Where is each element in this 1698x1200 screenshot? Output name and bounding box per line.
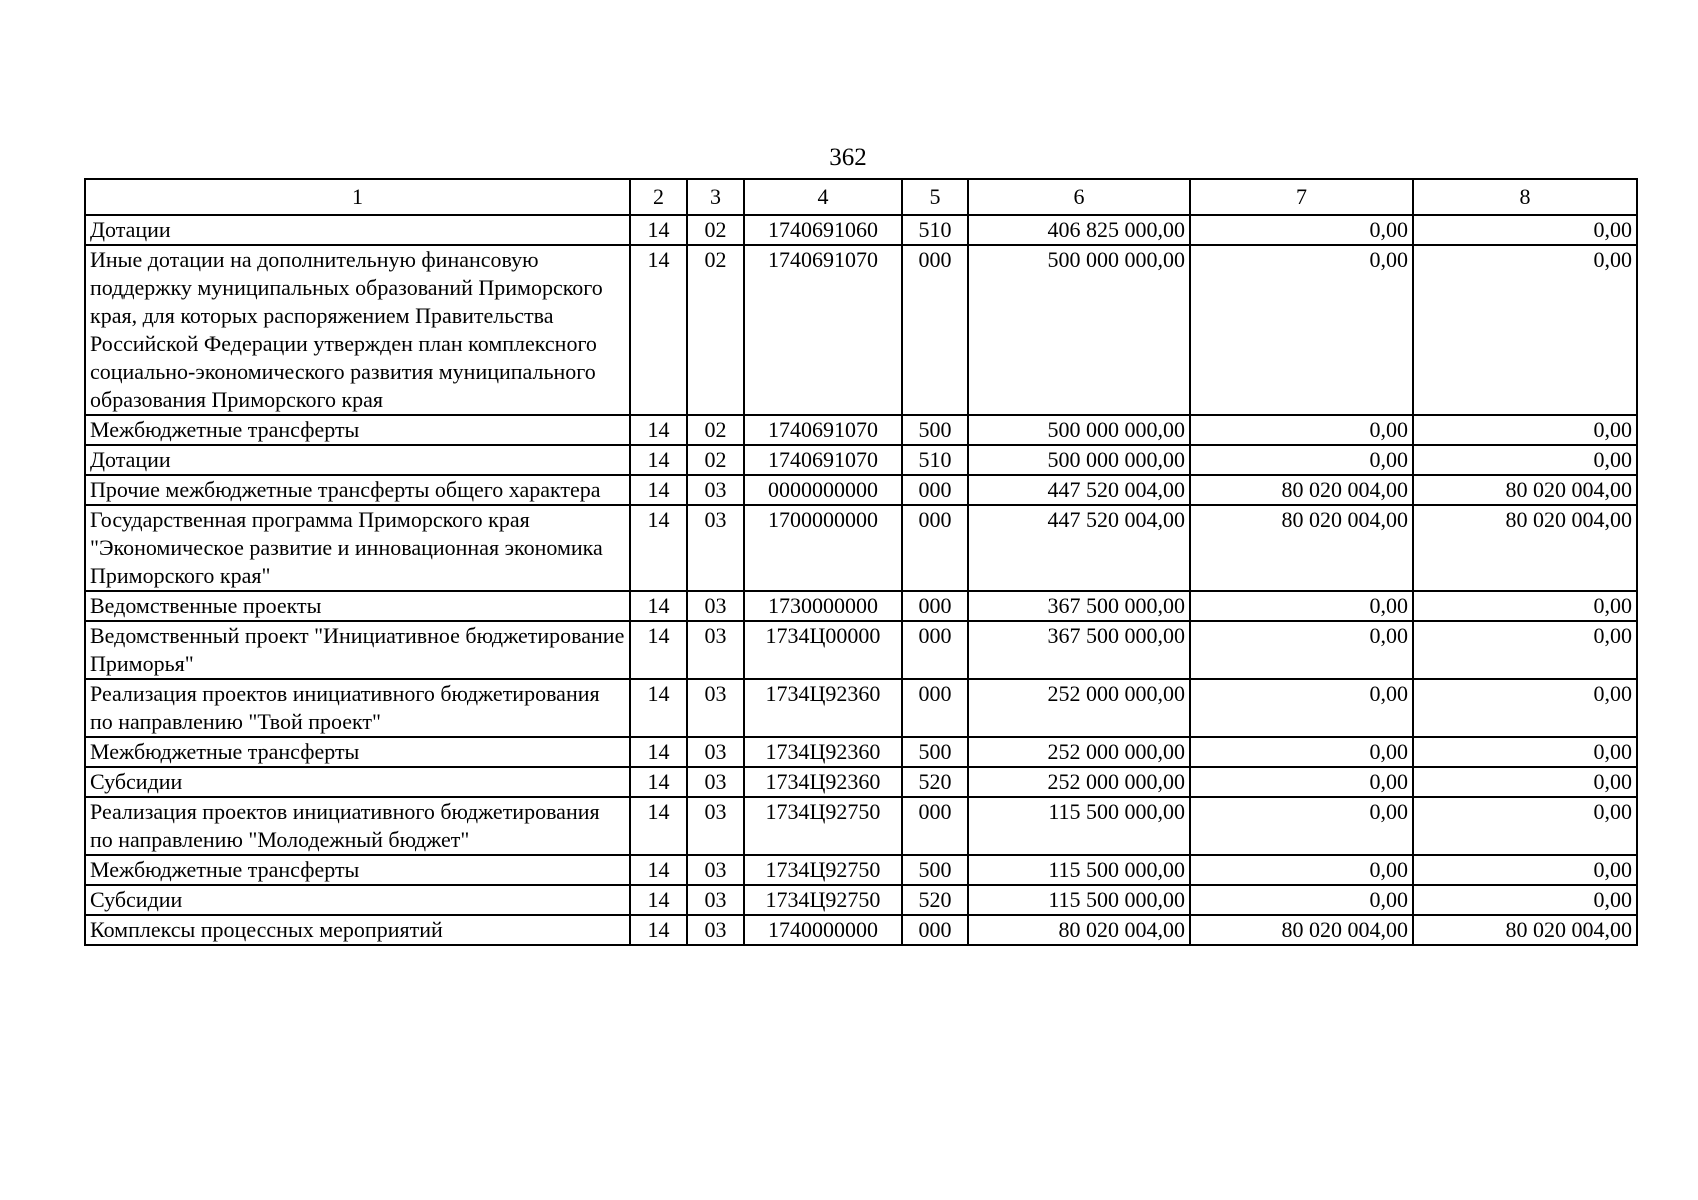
row-target-article-code: 1734Ц92750: [744, 797, 902, 855]
row-target-article-code: 1730000000: [744, 591, 902, 621]
header-col-1: 1: [85, 179, 630, 215]
header-col-7: 7: [1190, 179, 1413, 215]
row-amount-col8: 0,00: [1413, 855, 1637, 885]
row-amount-col8: 0,00: [1413, 591, 1637, 621]
row-amount-col7: 80 020 004,00: [1190, 475, 1413, 505]
row-name: Межбюджетные трансферты: [85, 855, 630, 885]
row-amount-col6: 80 020 004,00: [968, 915, 1190, 945]
row-expense-type-code: 000: [902, 245, 968, 415]
row-name: Межбюджетные трансферты: [85, 415, 630, 445]
row-name: Дотации: [85, 445, 630, 475]
row-section-code: 14: [630, 885, 687, 915]
row-name: Ведомственный проект "Инициативное бюджетирование Приморья": [85, 621, 630, 679]
table-row: [85, 245, 1637, 415]
row-amount-col7: 0,00: [1190, 415, 1413, 445]
row-target-article-code: 1734Ц92360: [744, 737, 902, 767]
table-row: [85, 415, 1637, 445]
row-name: Дотации: [85, 215, 630, 245]
row-expense-type-code: 000: [902, 591, 968, 621]
row-amount-col6: 447 520 004,00: [968, 505, 1190, 591]
row-name: Комплексы процессных мероприятий: [85, 915, 630, 945]
row-amount-col7: 0,00: [1190, 591, 1413, 621]
row-section-code: 14: [630, 445, 687, 475]
row-expense-type-code: 000: [902, 679, 968, 737]
row-amount-col7: 0,00: [1190, 767, 1413, 797]
row-subsection-code: 03: [687, 591, 744, 621]
row-amount-col8: 0,00: [1413, 415, 1637, 445]
row-amount-col6: 500 000 000,00: [968, 245, 1190, 415]
row-section-code: 14: [630, 215, 687, 245]
row-name: Ведомственные проекты: [85, 591, 630, 621]
table-row: [85, 505, 1637, 591]
table-row: [85, 767, 1637, 797]
table-row: [85, 885, 1637, 915]
row-section-code: 14: [630, 415, 687, 445]
row-amount-col6: 500 000 000,00: [968, 445, 1190, 475]
row-subsection-code: 03: [687, 621, 744, 679]
table-row: [85, 445, 1637, 475]
table-row: [85, 797, 1637, 855]
row-amount-col8: 80 020 004,00: [1413, 915, 1637, 945]
row-amount-col6: 367 500 000,00: [968, 621, 1190, 679]
row-subsection-code: 03: [687, 679, 744, 737]
row-amount-col7: 0,00: [1190, 621, 1413, 679]
row-target-article-code: 1740691060: [744, 215, 902, 245]
row-target-article-code: 1740691070: [744, 415, 902, 445]
row-amount-col8: 0,00: [1413, 679, 1637, 737]
row-target-article-code: 0000000000: [744, 475, 902, 505]
row-amount-col8: 0,00: [1413, 797, 1637, 855]
row-expense-type-code: 500: [902, 415, 968, 445]
row-amount-col7: 0,00: [1190, 885, 1413, 915]
row-amount-col8: 0,00: [1413, 737, 1637, 767]
row-section-code: 14: [630, 855, 687, 885]
row-amount-col7: 0,00: [1190, 679, 1413, 737]
row-target-article-code: 1734Ц92360: [744, 679, 902, 737]
row-amount-col6: 500 000 000,00: [968, 415, 1190, 445]
table-row: [85, 737, 1637, 767]
row-name: Прочие межбюджетные трансферты общего характера: [85, 475, 630, 505]
row-name: Реализация проектов инициативного бюджетирования по направлению "Твой проект": [85, 679, 630, 737]
row-amount-col6: 367 500 000,00: [968, 591, 1190, 621]
row-expense-type-code: 510: [902, 445, 968, 475]
row-amount-col8: 0,00: [1413, 621, 1637, 679]
row-amount-col6: 252 000 000,00: [968, 767, 1190, 797]
row-expense-type-code: 500: [902, 855, 968, 885]
table-row: [85, 475, 1637, 505]
table-row: [85, 215, 1637, 245]
row-subsection-code: 03: [687, 915, 744, 945]
page-number-text: 362: [829, 144, 867, 171]
row-amount-col6: 115 500 000,00: [968, 885, 1190, 915]
row-amount-col7: 0,00: [1190, 245, 1413, 415]
table-row: [85, 591, 1637, 621]
header-col-5: 5: [902, 179, 968, 215]
row-amount-col8: 0,00: [1413, 445, 1637, 475]
row-target-article-code: 1700000000: [744, 505, 902, 591]
row-subsection-code: 03: [687, 505, 744, 591]
row-section-code: 14: [630, 737, 687, 767]
row-name: Субсидии: [85, 767, 630, 797]
row-section-code: 14: [630, 245, 687, 415]
row-subsection-code: 02: [687, 245, 744, 415]
row-amount-col6: 252 000 000,00: [968, 679, 1190, 737]
row-expense-type-code: 510: [902, 215, 968, 245]
row-subsection-code: 03: [687, 737, 744, 767]
row-expense-type-code: 000: [902, 505, 968, 591]
row-amount-col8: 0,00: [1413, 245, 1637, 415]
row-expense-type-code: 520: [902, 885, 968, 915]
row-target-article-code: 1734Ц00000: [744, 621, 902, 679]
header-col-8: 8: [1413, 179, 1637, 215]
table-row: [85, 855, 1637, 885]
budget-table: [84, 178, 1638, 946]
row-amount-col7: 80 020 004,00: [1190, 505, 1413, 591]
row-target-article-code: 1740691070: [744, 445, 902, 475]
row-subsection-code: 02: [687, 215, 744, 245]
row-amount-col7: 0,00: [1190, 737, 1413, 767]
table-row: [85, 915, 1637, 945]
row-amount-col6: 115 500 000,00: [968, 797, 1190, 855]
row-section-code: 14: [630, 621, 687, 679]
row-amount-col6: 447 520 004,00: [968, 475, 1190, 505]
row-name: Государственная программа Приморского края "Экономическое развитие и инновационная экономика Приморского края": [85, 505, 630, 591]
row-amount-col6: 115 500 000,00: [968, 855, 1190, 885]
row-section-code: 14: [630, 505, 687, 591]
row-amount-col6: 406 825 000,00: [968, 215, 1190, 245]
row-subsection-code: 02: [687, 415, 744, 445]
row-target-article-code: 1740691070: [744, 245, 902, 415]
row-expense-type-code: 000: [902, 621, 968, 679]
row-target-article-code: 1740000000: [744, 915, 902, 945]
row-section-code: 14: [630, 679, 687, 737]
row-amount-col7: 0,00: [1190, 215, 1413, 245]
row-subsection-code: 03: [687, 797, 744, 855]
row-section-code: 14: [630, 797, 687, 855]
header-col-3: 3: [687, 179, 744, 215]
row-subsection-code: 03: [687, 475, 744, 505]
row-amount-col7: 0,00: [1190, 855, 1413, 885]
header-col-4: 4: [744, 179, 902, 215]
page-number: [0, 143, 1698, 173]
row-subsection-code: 03: [687, 885, 744, 915]
row-target-article-code: 1734Ц92750: [744, 885, 902, 915]
row-amount-col8: 80 020 004,00: [1413, 475, 1637, 505]
table-row: [85, 679, 1637, 737]
row-expense-type-code: 500: [902, 737, 968, 767]
table-body: [85, 215, 1637, 945]
row-amount-col8: 0,00: [1413, 215, 1637, 245]
row-subsection-code: 03: [687, 855, 744, 885]
row-amount-col7: 80 020 004,00: [1190, 915, 1413, 945]
row-subsection-code: 02: [687, 445, 744, 475]
header-col-6: 6: [968, 179, 1190, 215]
row-target-article-code: 1734Ц92360: [744, 767, 902, 797]
header-row: [85, 179, 1637, 215]
row-amount-col7: 0,00: [1190, 797, 1413, 855]
row-section-code: 14: [630, 591, 687, 621]
row-amount-col8: 0,00: [1413, 885, 1637, 915]
row-name: Субсидии: [85, 885, 630, 915]
row-expense-type-code: 000: [902, 797, 968, 855]
row-subsection-code: 03: [687, 767, 744, 797]
row-amount-col6: 252 000 000,00: [968, 737, 1190, 767]
row-expense-type-code: 520: [902, 767, 968, 797]
row-amount-col7: 0,00: [1190, 445, 1413, 475]
row-target-article-code: 1734Ц92750: [744, 855, 902, 885]
row-section-code: 14: [630, 475, 687, 505]
row-name: Межбюджетные трансферты: [85, 737, 630, 767]
row-amount-col8: 80 020 004,00: [1413, 505, 1637, 591]
row-name: Иные дотации на дополнительную финансовую поддержку муниципальных образований Приморского края, для которых распоряжением Правительства Российской Федерации утвержден план комплексного социально-экономического развития муниципального образования Приморского края: [85, 245, 630, 415]
row-section-code: 14: [630, 915, 687, 945]
table-row: [85, 621, 1637, 679]
row-section-code: 14: [630, 767, 687, 797]
row-amount-col8: 0,00: [1413, 767, 1637, 797]
row-name: Реализация проектов инициативного бюджетирования по направлению "Молодежный бюджет": [85, 797, 630, 855]
header-col-2: 2: [630, 179, 687, 215]
row-expense-type-code: 000: [902, 475, 968, 505]
row-expense-type-code: 000: [902, 915, 968, 945]
